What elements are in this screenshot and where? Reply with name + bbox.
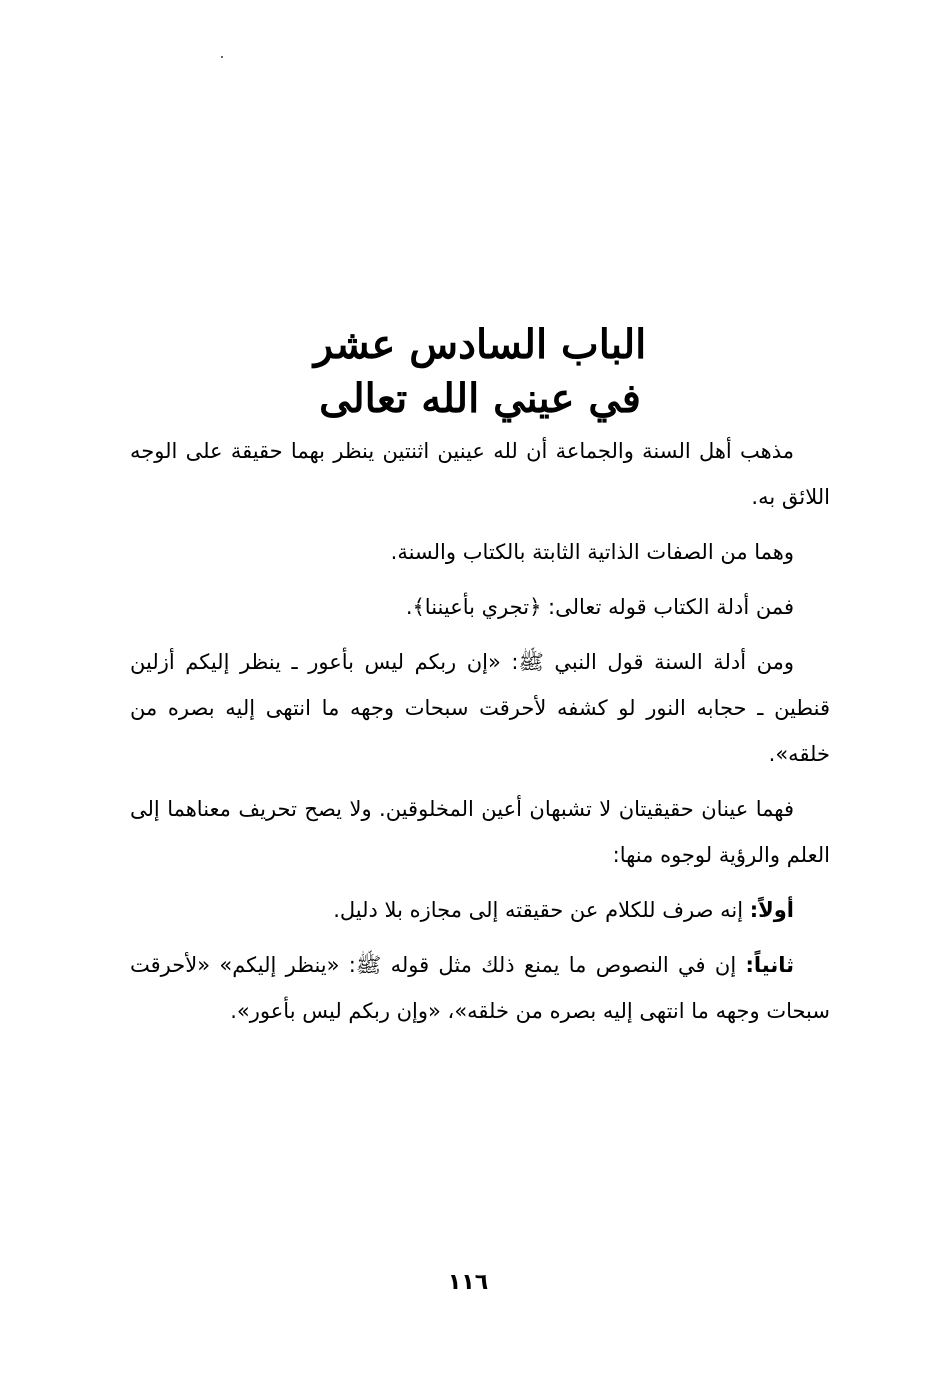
paragraph-lead: أولاً:: [749, 898, 794, 922]
chapter-heading: [130, 318, 830, 426]
paragraph-text: وهما من الصفات الذاتية الثابتة بالكتاب والسنة.: [390, 540, 794, 564]
paragraph-lead: ثانياً:: [745, 953, 794, 977]
paragraph-first-reason: [130, 887, 830, 933]
chapter-body: [130, 428, 830, 1043]
paragraph-sunnah-evidence: [130, 639, 830, 777]
paragraph-text: إن في النصوص ما يمنع ذلك مثل قوله ﷺ: «ينظر إليكم» «لأحرقت سبحات وجهه ما انتهى إليه بصره من خلقه»، «وإن ربكم ليس بأعور».: [130, 953, 830, 1023]
paragraph-attributes: [130, 529, 830, 575]
paragraph-text: ومن أدلة السنة قول النبي ﷺ: «إن ربكم ليس بأعور ـ ينظر إليكم أزلين قنطين ـ حجابه النور لو كشفه لأحرقت سبحات وجهه ما انتهى إليه بصره من خلقه».: [130, 650, 830, 766]
paragraph-quran-evidence: [130, 584, 830, 630]
chapter-subtitle: في عيني الله تعالى: [319, 375, 641, 422]
paragraph-real-eyes: [130, 786, 830, 878]
paragraph-text: فهما عينان حقيقيتان لا تشبهان أعين المخلوقين. ولا يصح تحريف معناهما إلى العلم والرؤية لوجوه منها:: [130, 797, 830, 867]
paragraph-text: إنه صرف للكلام عن حقيقته إلى مجازه بلا دليل.: [333, 898, 750, 922]
paragraph-doctrine: [130, 428, 830, 520]
paragraph-text: فمن أدلة الكتاب قوله تعالى: ﴿تجري بأعيننا﴾.: [405, 595, 794, 619]
scan-speck: [221, 56, 223, 58]
paragraph-text: مذهب أهل السنة والجماعة أن لله عينين اثنتين ينظر بهما حقيقة على الوجه اللائق به.: [130, 439, 830, 509]
paragraph-second-reason: [130, 942, 830, 1034]
page-number: ١١٦: [447, 1270, 489, 1295]
chapter-title: الباب السادس عشر: [313, 321, 647, 368]
